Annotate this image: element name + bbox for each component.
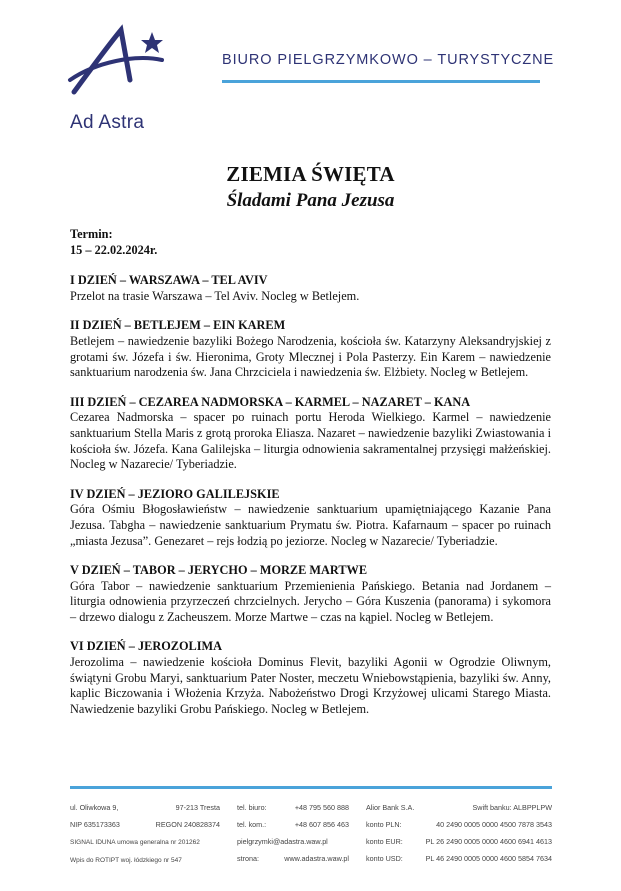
day-title: I DZIEŃ – WARSZAWA – TEL AVIV bbox=[70, 273, 268, 288]
footer-regon: REGON 240828374 bbox=[155, 820, 220, 829]
footer-postal: 97-213 Tresta bbox=[175, 803, 220, 812]
company-line: BIURO PIELGRZYMKOWO – TURYSTYCZNE bbox=[222, 52, 555, 68]
day-description: Betlejem – nawiedzenie bazyliki Bożego Narodzenia, kościoła św. Katarzyny Aleksandryjskiej z grotami św. Józefa i św. Hieronima, Groty Mlecznej i Pola Pasterzy. Ein Karem – nawiedzenie sanktuarium narodzenia św. Jana Chrzciciela i nawiedzenia św. Elżbiety. Nocleg w Betlejem. bbox=[70, 333, 551, 380]
footer-contact bbox=[237, 799, 349, 867]
day-section bbox=[70, 273, 551, 304]
footer-phone-office-label: tel. biuro: bbox=[237, 803, 267, 812]
footer-account-label: konto PLN: bbox=[366, 820, 402, 829]
footer-account-number: 40 2490 0005 0000 4500 7878 3543 bbox=[436, 820, 552, 829]
footer-bank-name: Alior Bank S.A. bbox=[366, 803, 415, 812]
page-subtitle: Śladami Pana Jezusa bbox=[226, 190, 395, 211]
itinerary bbox=[70, 227, 551, 717]
footer-email-link[interactable]: pielgrzymki@adastra.waw.pl bbox=[237, 837, 328, 846]
footer-phone-mobile-label: tel. kom.: bbox=[237, 820, 267, 829]
day-section bbox=[70, 395, 551, 473]
footer-street: ul. Oliwkowa 9, bbox=[70, 803, 119, 812]
footer-bank bbox=[366, 799, 552, 867]
footer-swift: Swift banku: ALBPPLPW bbox=[472, 803, 552, 812]
day-title: V DZIEŃ – TABOR – JERYCHO – MORZE MARTWE bbox=[70, 563, 368, 578]
day-description: Góra Tabor – nawiedzenie sanktuarium Przemienienia Pańskiego. Betania nad Jordanem – liturgia odnowienia przyrzeczeń chrzcielnych. Jerycho – Góra Kuszenia (panorama) i sykomora – drzewo dialogu z Zacheuszem. Morze Martwe – czas na kąpiel. Nocleg w Betlejem. bbox=[70, 578, 551, 624]
day-title: III DZIEŃ – CEZAREA NADMORSKA – KARMEL – NAZARET – KANA bbox=[70, 394, 471, 409]
day-description: Góra Ośmiu Błogosławieństw – nawiedzenie sanktuarium upamiętniającego Kazanie Pana Jezusa. Tabgha – nawiedzenie sanktuarium Prymatu św. Piotra. Kafarnaum – spacer po ruinach „miasta Jezusa”. Genezaret – rejs łodzią po jeziorze. Nocleg w Nazarecie/ Tyberiadzie. bbox=[70, 502, 551, 548]
brand-name: Ad Astra bbox=[70, 112, 145, 133]
footer-company-info bbox=[70, 799, 220, 869]
footer-account-number: PL 46 2490 0005 0000 4600 5854 7634 bbox=[425, 854, 552, 863]
footer-phone-mobile[interactable]: +48 607 856 463 bbox=[294, 820, 349, 829]
day-section bbox=[70, 487, 551, 549]
term-label: Termin: bbox=[70, 227, 113, 241]
day-title: IV DZIEŃ – JEZIORO GALILEJSKIE bbox=[70, 486, 280, 501]
footer-account-label: konto USD: bbox=[366, 854, 403, 863]
footer-divider bbox=[70, 786, 552, 789]
day-section bbox=[70, 563, 551, 625]
footer-phone-office[interactable]: +48 795 560 888 bbox=[294, 803, 349, 812]
day-section bbox=[70, 639, 551, 717]
term-date: 15 – 22.02.2024r. bbox=[70, 242, 158, 257]
day-description: Cezarea Nadmorska – spacer po ruinach portu Heroda Wielkiego. Karmel – nawiedzenie sanktuarium Stella Maris z grotą proroka Eliasza. Nazaret – nawiedzenie bazyliki Zwiastowania i kościoła św. Józefa. Kana Galilejska – liturgia odnowienia sakramentalnej przysięgi małżeńskiej. Nocleg w Nazarecie/ Tyberiadzie. bbox=[70, 410, 551, 472]
day-title: VI DZIEŃ – JEROZOLIMA bbox=[70, 639, 223, 654]
footer-account-number: PL 26 2490 0005 0000 4600 6941 4613 bbox=[425, 837, 552, 846]
day-description: Przelot na trasie Warszawa – Tel Aviv. Nocleg w Betlejem. bbox=[70, 288, 360, 303]
footer-website-link[interactable]: www.adastra.waw.pl bbox=[284, 854, 349, 863]
footer-nip: NIP 635173363 bbox=[70, 820, 120, 829]
footer-rotipt: Wpis do ROTIPT woj. łódzkiego nr 547 bbox=[70, 857, 182, 864]
footer-signal: SIGNAL IDUNA umowa generalna nr 201262 bbox=[70, 839, 200, 846]
header-divider bbox=[222, 80, 540, 83]
day-description: Jerozolima – nawiedzenie kościoła Dominus Flevit, bazyliki Agonii w Ogrodzie Oliwnym, świątyni Grobu Maryi, sanktuarium Pater Noster, meczetu Wniebowstąpienia, bazyliki św. Anny, kaplic Biczowania i Włożenia Krzyża. Nabożeństwo Drogi Krzyżowej ulicami Starego Miasta. Nawiedzenie bazyliki Grobu Pańskiego. Nocleg w Betlejem. bbox=[70, 655, 551, 716]
day-title: II DZIEŃ – BETLEJEM – EIN KAREM bbox=[70, 318, 286, 333]
footer-account-label: konto EUR: bbox=[366, 837, 403, 846]
logo-a-star-icon bbox=[66, 22, 186, 112]
footer-website-label: strona: bbox=[237, 854, 259, 863]
page-title: ZIEMIA ŚWIĘTA bbox=[226, 162, 395, 186]
day-section bbox=[70, 318, 551, 380]
